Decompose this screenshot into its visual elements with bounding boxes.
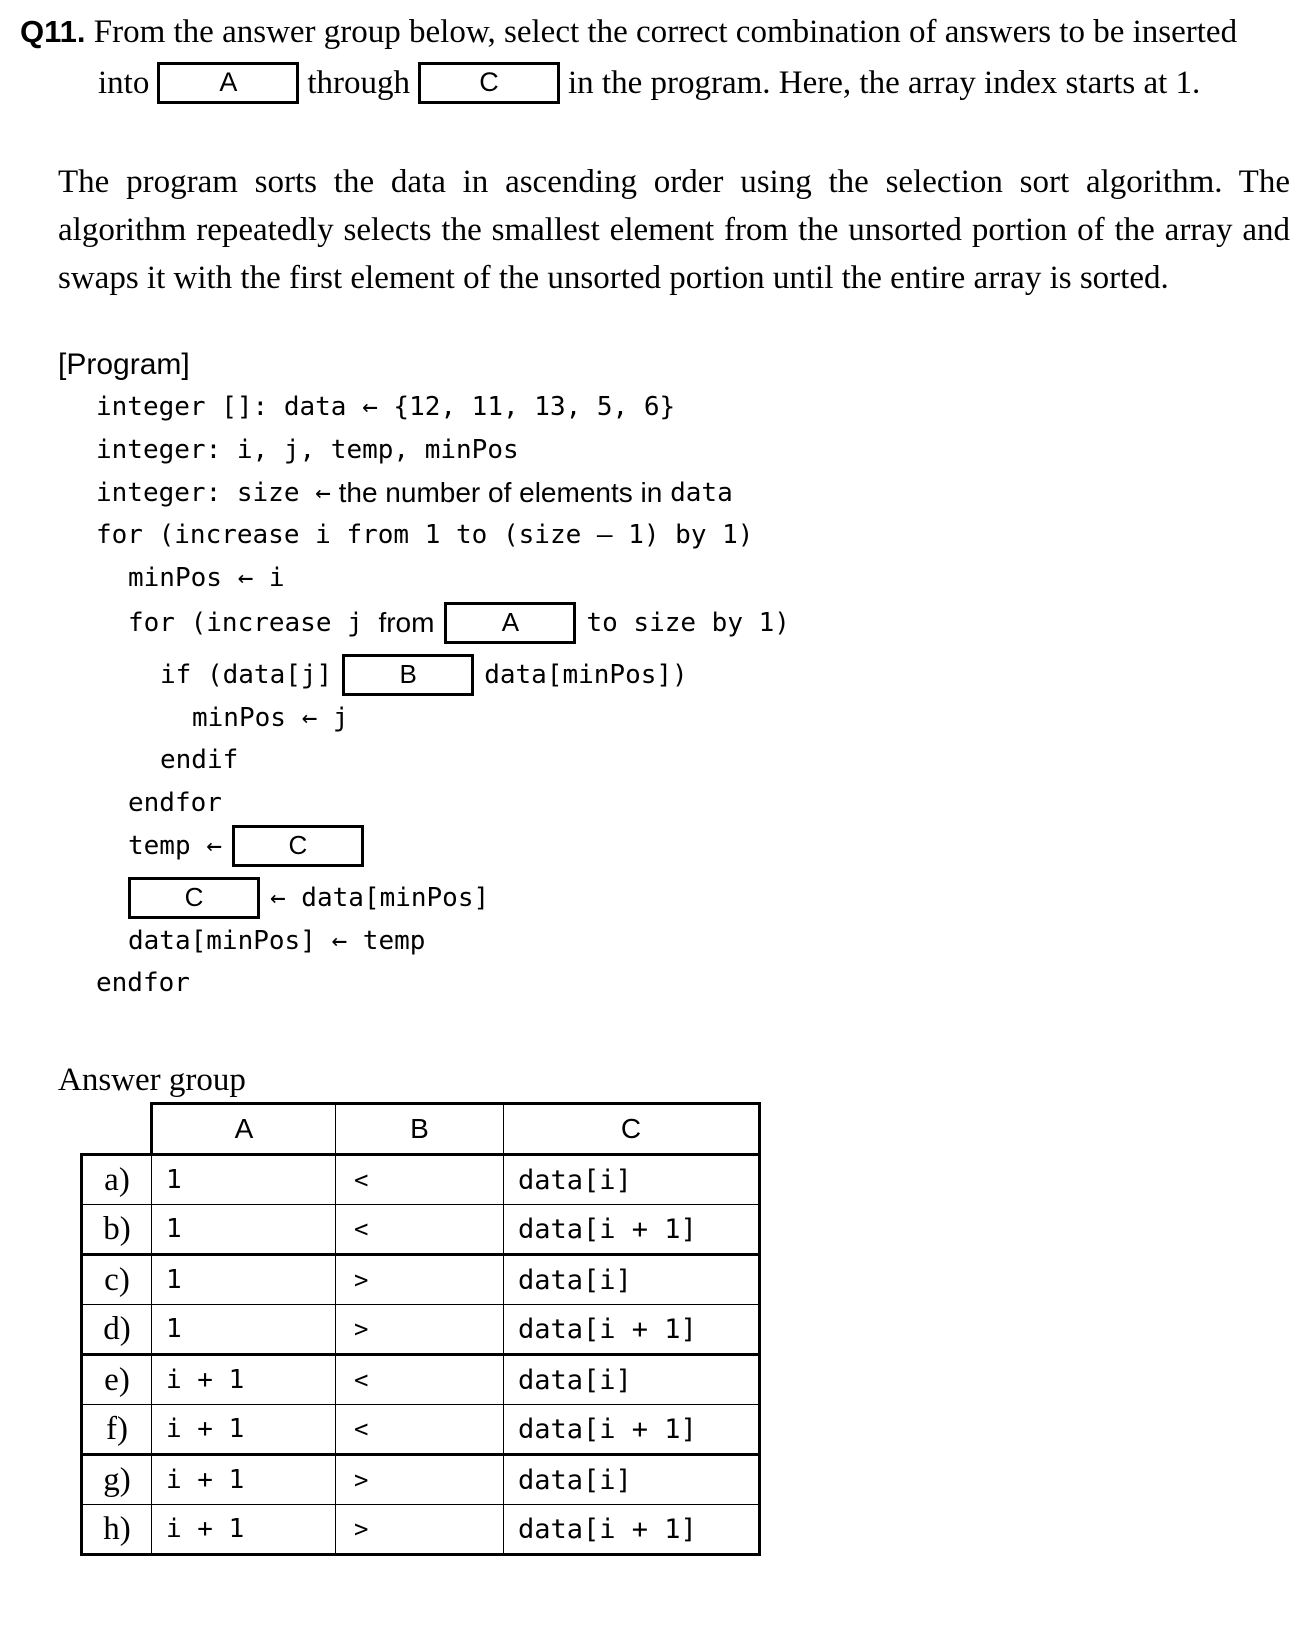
answer-row[interactable] xyxy=(82,1355,760,1405)
answer-a-value: 1 xyxy=(152,1305,336,1355)
code-text: integer []: data ← {12, 11, 13, 5, 6} xyxy=(96,392,676,422)
answer-option-label: c) xyxy=(82,1255,152,1305)
program-label: [Program] xyxy=(58,348,190,381)
code-text: endfor xyxy=(96,968,190,998)
question-line-2 xyxy=(98,62,1200,104)
code-prose: the number of elements in xyxy=(330,477,671,508)
code-text: endif xyxy=(160,745,239,775)
answer-b-value: > xyxy=(336,1305,504,1355)
code-line-min-init xyxy=(128,563,285,593)
answer-row[interactable] xyxy=(82,1305,760,1355)
answer-c-value: data[i + 1] xyxy=(504,1405,760,1455)
answer-option-label: b) xyxy=(82,1205,152,1255)
header-empty-cell xyxy=(82,1104,152,1155)
code-line-decl-data xyxy=(96,392,675,422)
question-text: From the answer group below, select the correct combination of answers to be inserted xyxy=(93,14,1238,50)
answer-option-label: d) xyxy=(82,1305,152,1355)
blank-a: A xyxy=(444,602,576,644)
answer-b-value: > xyxy=(336,1255,504,1305)
answer-option-label: h) xyxy=(82,1505,152,1555)
header-b: B xyxy=(336,1104,504,1155)
answer-a-value: i + 1 xyxy=(152,1455,336,1505)
question-line-1 xyxy=(20,14,1237,51)
code-text: for (increase j xyxy=(128,608,379,638)
answer-group-title: Answer group xyxy=(58,1062,246,1098)
blank-b: B xyxy=(342,654,474,696)
answer-option-label: f) xyxy=(82,1405,152,1455)
description-paragraph: The program sorts the data in ascending order using the selection sort algorithm. The algorithm repeatedly selects the smallest element from the unsorted portion of the array and swaps it with the first element of the unsorted portion until the entire array is sorted. xyxy=(58,164,1290,296)
answer-row[interactable] xyxy=(82,1255,760,1305)
answer-row[interactable] xyxy=(82,1505,760,1555)
answer-c-value: data[i + 1] xyxy=(504,1205,760,1255)
answer-a-value: i + 1 xyxy=(152,1405,336,1455)
code-text: temp ← xyxy=(128,831,222,861)
blank-c-2: C xyxy=(128,877,260,919)
answer-a-value: i + 1 xyxy=(152,1355,336,1405)
code-text: integer: size ← xyxy=(96,478,331,508)
code-text: ← data[minPos] xyxy=(270,883,490,913)
question-number: Q11. xyxy=(20,14,86,49)
code-line-temp-assign xyxy=(128,825,374,867)
blank-c-1: C xyxy=(232,825,364,867)
code-text: for (increase i from 1 to (size – 1) by 1) xyxy=(96,520,754,550)
answer-row[interactable] xyxy=(82,1205,760,1255)
code-line-decl-size xyxy=(96,477,733,509)
answer-c-value: data[i + 1] xyxy=(504,1505,760,1555)
code-line-if xyxy=(160,654,688,696)
code-text: endfor xyxy=(128,788,222,818)
code-text: data xyxy=(670,478,733,508)
answer-a-value: 1 xyxy=(152,1205,336,1255)
code-line-inner-for xyxy=(128,602,790,644)
answer-c-value: data[i + 1] xyxy=(504,1305,760,1355)
blank-c-label: C xyxy=(418,62,560,104)
code-prose: from xyxy=(378,607,435,638)
header-c: C xyxy=(504,1104,760,1155)
question-line-end: in the program. Here, the array index starts at 1. xyxy=(568,64,1201,101)
answer-row[interactable] xyxy=(82,1405,760,1455)
question-into: into xyxy=(98,64,150,101)
code-line-outer-endfor xyxy=(96,968,190,998)
answer-c-value: data[i] xyxy=(504,1255,760,1305)
answer-option-label: a) xyxy=(82,1155,152,1205)
code-text: data[minPos] ← temp xyxy=(128,926,426,956)
header-a: A xyxy=(152,1104,336,1155)
answer-c-value: data[i] xyxy=(504,1155,760,1205)
code-text: data[minPos]) xyxy=(484,660,688,690)
answer-b-value: < xyxy=(336,1405,504,1455)
answer-b-value: > xyxy=(336,1505,504,1555)
answer-c-value: data[i] xyxy=(504,1355,760,1405)
question-through: through xyxy=(307,64,411,101)
answer-a-value: 1 xyxy=(152,1255,336,1305)
answer-row[interactable] xyxy=(82,1155,760,1205)
code-line-final-assign xyxy=(128,926,425,956)
answer-a-value: i + 1 xyxy=(152,1505,336,1555)
blank-a-label: A xyxy=(157,62,299,104)
code-text: minPos ← j xyxy=(192,703,349,733)
code-line-swap-assign xyxy=(118,877,489,919)
code-line-endif xyxy=(160,745,238,775)
code-line-outer-for xyxy=(96,520,753,550)
code-text: minPos ← i xyxy=(128,563,285,593)
code-line-min-update xyxy=(192,703,349,733)
answer-b-value: < xyxy=(336,1155,504,1205)
answer-b-value: > xyxy=(336,1455,504,1505)
answer-b-value: < xyxy=(336,1205,504,1255)
code-text: integer: i, j, temp, minPos xyxy=(96,435,519,465)
answer-b-value: < xyxy=(336,1355,504,1405)
answer-option-label: e) xyxy=(82,1355,152,1405)
answer-row[interactable] xyxy=(82,1455,760,1505)
answer-a-value: 1 xyxy=(152,1155,336,1205)
code-line-decl-vars xyxy=(96,435,519,465)
answer-option-label: g) xyxy=(82,1455,152,1505)
answer-c-value: data[i] xyxy=(504,1455,760,1505)
answer-table xyxy=(80,1102,761,1556)
answer-table-header xyxy=(82,1104,760,1155)
code-text: if (data[j] xyxy=(160,660,333,690)
code-text: to size by 1) xyxy=(586,608,790,638)
code-line-inner-endfor xyxy=(128,788,222,818)
